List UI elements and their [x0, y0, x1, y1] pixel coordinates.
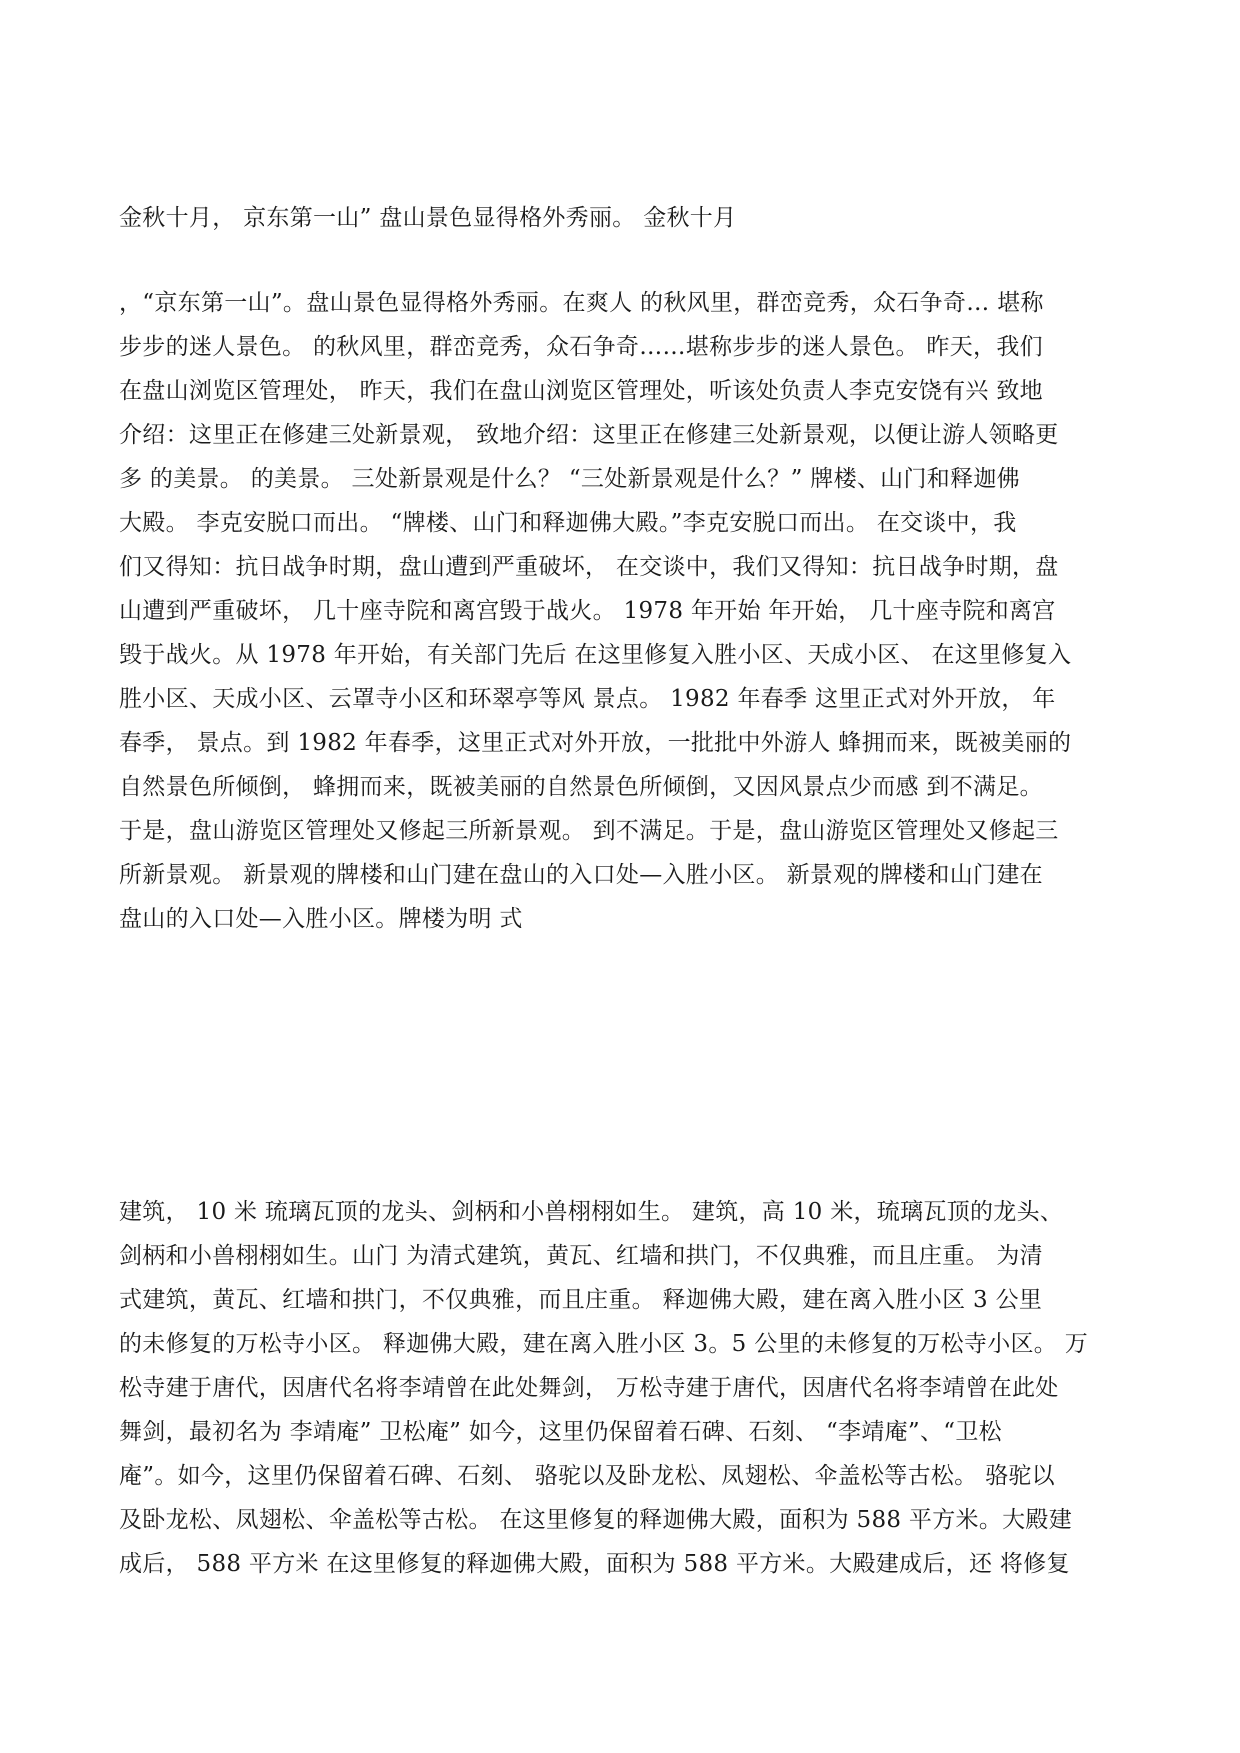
text-line: 在盘山浏览区管理处， 昨天，我们在盘山浏览区管理处，听该处负责人李克安饶有兴 致地	[119, 378, 1043, 404]
text-line: 自然景色所倾倒， 蜂拥而来，既被美丽的自然景色所倾倒，又因风景点少而感 到不满足。	[119, 774, 1043, 800]
text-line: 及卧龙松、凤翅松、伞盖松等古松。 在这里修复的释迦佛大殿，面积为 588 平方米。大殿建	[119, 1507, 1073, 1533]
text-line: 式建筑，黄瓦、红墙和拱门，不仅典雅，而且庄重。 释迦佛大殿，建在离入胜小区 3 公里	[119, 1287, 1043, 1313]
text-line: 步步的迷人景色。 的秋风里，群峦竞秀，众石争奇……堪称步步的迷人景色。 昨天，我们	[119, 334, 1043, 360]
text-line: 多 的美景。 的美景。 三处新景观是什么？ “三处新景观是什么？” 牌楼、山门和释迦佛	[119, 466, 1020, 492]
text-line: 剑柄和小兽栩栩如生。山门 为清式建筑，黄瓦、红墙和拱门，不仅典雅，而且庄重。 为清	[119, 1243, 1043, 1269]
heading-line: 金秋十月， 京东第一山” 盘山景色显得格外秀丽。 金秋十月	[119, 205, 737, 231]
text-line: 于是，盘山游览区管理处又修起三所新景观。 到不满足。于是，盘山游览区管理处又修起三	[119, 818, 1059, 844]
text-line: 大殿。 李克安脱口而出。 “牌楼、山门和释迦佛大殿。”李克安脱口而出。 在交谈中，我	[119, 510, 1017, 536]
text-line: 们又得知：抗日战争时期，盘山遭到严重破坏， 在交谈中，我们又得知：抗日战争时期，盘	[119, 554, 1059, 580]
text-line: 舞剑，最初名为 李靖庵” 卫松庵” 如今，这里仍保留着石碑、石刻、 “李靖庵”、“卫松	[119, 1419, 1002, 1445]
text-line: 成后， 588 平方米 在这里修复的释迦佛大殿，面积为 588 平方米。大殿建成后，还 将修复	[119, 1551, 1070, 1577]
text-line: ，“京东第一山”。盘山景色显得格外秀丽。在爽人 的秋风里，群峦竞秀，众石争奇… 堪称	[119, 290, 1044, 316]
text-line: 盘山的入口处—入胜小区。牌楼为明 式	[119, 906, 523, 932]
text-line: 毁于战火。从 1978 年开始，有关部门先后 在这里修复入胜小区、天成小区、 在这里修复入	[119, 642, 1072, 668]
text-line: 庵”。如今，这里仍保留着石碑、石刻、 骆驼以及卧龙松、凤翅松、伞盖松等古松。 骆驼以	[119, 1463, 1055, 1489]
text-line: 建筑， 10 米 琉璃瓦顶的龙头、剑柄和小兽栩栩如生。 建筑，高 10 米，琉璃瓦顶的龙头、	[119, 1199, 1064, 1225]
text-line: 介绍：这里正在修建三处新景观， 致地介绍：这里正在修建三处新景观，以便让游人领略更	[119, 422, 1059, 448]
text-line: 胜小区、天成小区、云罩寺小区和环翠亭等风 景点。 1982 年春季 这里正式对外开放， 年	[119, 686, 1056, 712]
text-line: 所新景观。 新景观的牌楼和山门建在盘山的入口处—入胜小区。 新景观的牌楼和山门建在	[119, 862, 1043, 888]
text-line: 山遭到严重破坏， 几十座寺院和离宫毁于战火。 1978 年开始 年开始， 几十座寺院和离宫	[119, 598, 1056, 624]
text-line: 松寺建于唐代，因唐代名将李靖曾在此处舞剑， 万松寺建于唐代，因唐代名将李靖曾在此处	[119, 1375, 1059, 1401]
text-line: 春季， 景点。到 1982 年春季，这里正式对外开放，一批批中外游人 蜂拥而来，既被美丽的	[119, 730, 1072, 756]
text-line: 的未修复的万松寺小区。 释迦佛大殿，建在离入胜小区 3。5 公里的未修复的万松寺小区。 万	[119, 1331, 1089, 1357]
